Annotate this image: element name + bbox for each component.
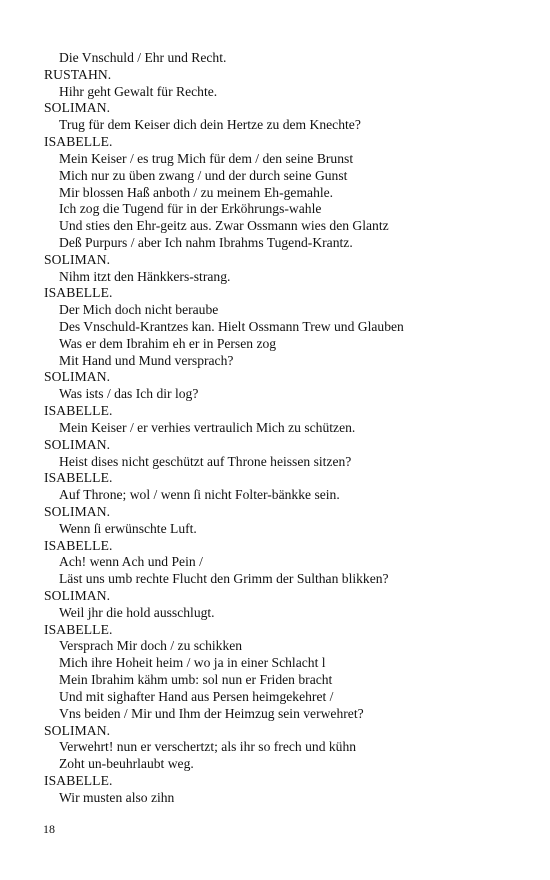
verse-line: Versprach Mir doch / zu schikken [59, 638, 243, 654]
speaker-name: SOLIMAN. [44, 436, 111, 452]
verse-line: Mich nur zu üben zwang / und der durch seine Gunst [59, 167, 348, 183]
speaker-name: SOLIMAN. [44, 100, 111, 116]
page-number: 18 [43, 822, 55, 836]
verse-line: Hihr geht Gewalt für Rechte. [59, 83, 218, 99]
speaker-name: SOLIMAN. [44, 369, 111, 385]
verse-line: Was ists / das Ich dir log? [59, 386, 199, 402]
speaker-name: ISABELLE. [44, 772, 113, 788]
verse-line: Weil jhr die hold ausschlugt. [59, 604, 215, 620]
speaker-name: ISABELLE. [44, 621, 113, 637]
speaker-name: ISABELLE. [44, 403, 113, 419]
verse-line: Wenn ſi erwünschte Luft. [59, 520, 197, 536]
verse-line: Verwehrt! nun er verschertzt; als ihr so frech und kühn [59, 739, 357, 755]
verse-line: Mich ihre Hoheit heim / wo ja in einer Schlacht l [59, 655, 326, 671]
speaker-name: SOLIMAN. [44, 722, 111, 738]
speaker-name: SOLIMAN. [44, 503, 111, 519]
verse-line: Der Mich doch nicht beraube [59, 302, 219, 318]
verse-line: Trug für dem Keiser dich dein Hertze zu dem Knechte? [59, 117, 361, 133]
verse-line: Und sties den Ehr-geitz aus. Zwar Ossmann wies den Glantz [59, 218, 389, 234]
verse-line: Vns beiden / Mir und Ihm der Heimzug sein verwehret? [59, 705, 364, 721]
dialogue-text-block [44, 50, 524, 807]
verse-line: Auf Throne; wol / wenn ſi nicht Folter-bänkke sein. [59, 487, 340, 503]
speaker-name: ISABELLE. [44, 470, 113, 486]
verse-line: Was er dem Ibrahim eh er in Persen zog [59, 335, 277, 351]
verse-line: Mein Keiser / es trug Mich für dem / den seine Brunst [59, 150, 354, 166]
verse-line: Wir musten also zihn [59, 789, 175, 805]
speaker-name: ISABELLE. [44, 537, 113, 553]
verse-line: Mit Hand und Mund versprach? [59, 352, 234, 368]
speaker-name: SOLIMAN. [44, 251, 111, 267]
verse-line: Die Vnschuld / Ehr und Recht. [59, 50, 227, 65]
verse-line: Des Vnschuld-Krantzes kan. Hielt Ossmann Trew und Glauben [59, 319, 404, 334]
verse-line: Mein Keiser / er verhies vertraulich Mich zu schützen. [59, 419, 356, 435]
speaker-name: ISABELLE. [44, 285, 113, 301]
verse-line: Ach! wenn Ach und Pein / [59, 554, 203, 570]
speaker-name: ISABELLE. [44, 134, 113, 150]
verse-line: Und mit sighafter Hand aus Persen heimgekehret / [59, 688, 334, 704]
verse-line: Deß Purpurs / aber Ich nahm Ibrahms Tugend-Krantz. [59, 234, 353, 250]
verse-line: Nihm itzt den Hänkkers-strang. [59, 268, 231, 284]
speaker-name: RUSTAHN. [44, 66, 112, 82]
verse-line: Mir blossen Haß anboth / zu meinem Eh-gemahle. [59, 184, 334, 200]
verse-line: Mein Ibrahim kähm umb: sol nun er Friden bracht [59, 672, 333, 688]
verse-line: Heist dises nicht geschützt auf Throne heissen sitzen? [59, 453, 352, 469]
verse-line: Läst uns umb rechte Flucht den Grimm der Sulthan blikken? [59, 571, 389, 587]
speaker-name: SOLIMAN. [44, 588, 111, 603]
verse-line: Ich zog die Tugend für in der Erköhrungs-wahle [59, 201, 322, 217]
verse-line: Zoht un-beuhrlaubt weg. [59, 756, 194, 772]
